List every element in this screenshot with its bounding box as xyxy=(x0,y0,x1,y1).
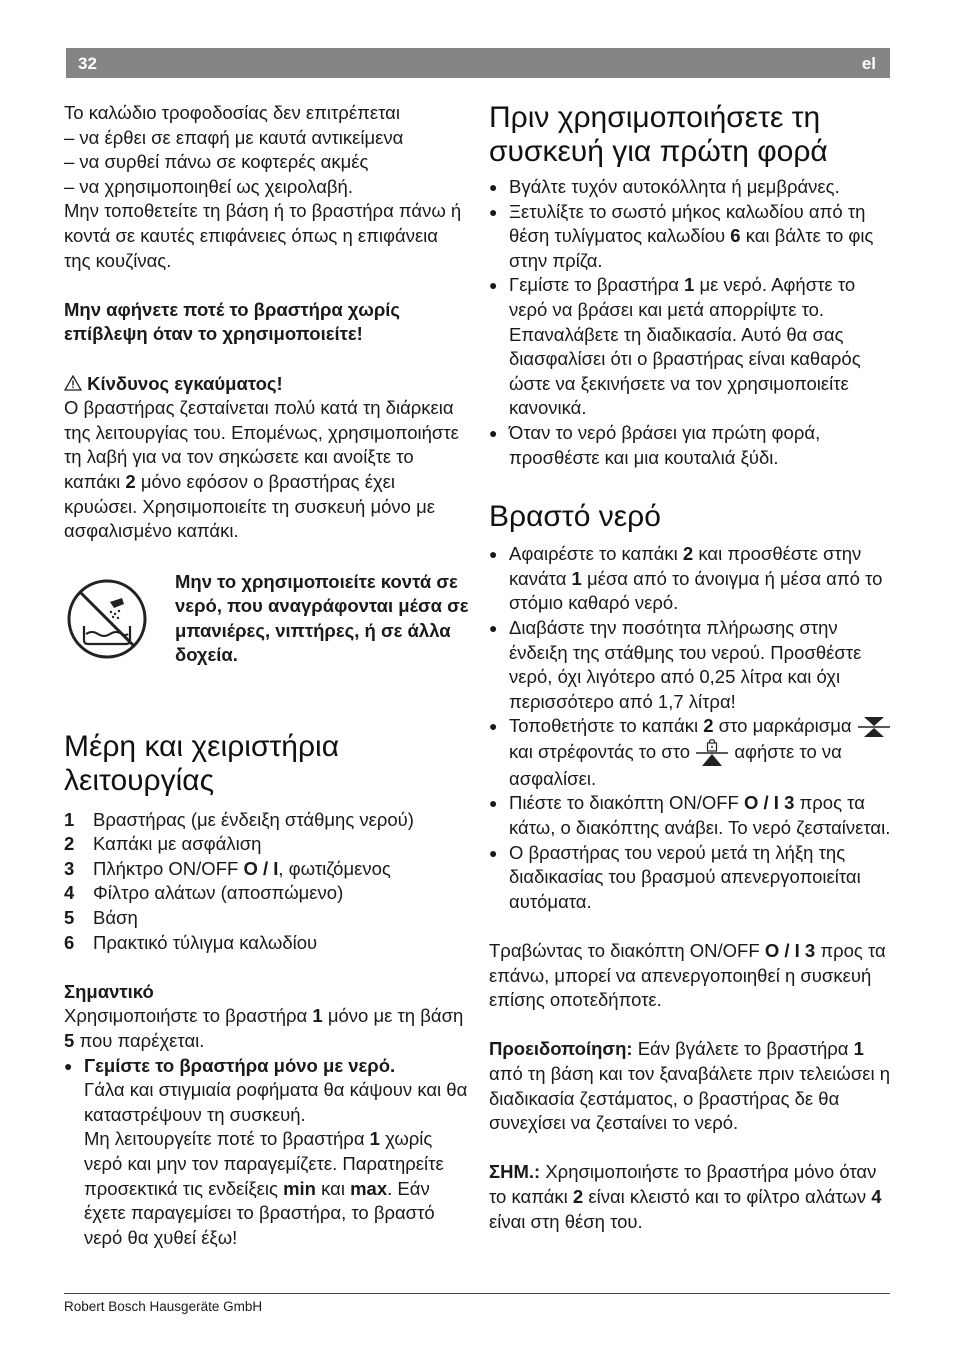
lid-marker-icon xyxy=(857,716,891,738)
switch-off-text: Τραβώντας το διακόπτη ON/OFF O / I 3 προς τα επάνω, μπορεί να απενεργοποιηθεί η συσκευή επίσης οποτεδήποτε. xyxy=(489,940,886,1011)
water-only-item: ● Γεμίστε το βραστήρα μόνο με νερό. Γάλα και στιγμιαία ροφήματα θα κάψουν και θα καταστρέψουν τη συσκευή. Μη λειτουργείτε ποτέ το βραστήρα 1 χωρίς νερό και μην τον παραγεμίζετε. Παρατηρείτε προσεκτικά τις ενδείξεις min και max. Εάν έχετε παραγεμίσει το βραστήρα, το βραστό νερό θα χυθεί έξω! xyxy=(64,1054,469,1251)
caution-text: Προειδοποίηση: Εάν βγάλετε το βραστήρα 1 από τη βάση και τον ξαναβάλετε πριν τελειώσει η διαδικασία ζεστάματος, ο βραστήρας δε θα συνεχίσει να ζεσταίνει το νερό. xyxy=(489,1038,891,1134)
footer-divider xyxy=(64,1293,890,1294)
boil-step: ● Ο βραστήρας του νερού μετά τη λήξη της διαδικασίας του βρασμού απενεργοποιείται αυτόματα. xyxy=(489,841,894,915)
cord-item: – να χρησιμοποιηθεί ως χειρολαβή. xyxy=(64,175,353,197)
page-header xyxy=(66,48,890,78)
left-column xyxy=(64,101,469,1250)
lock-position-icon xyxy=(695,739,729,767)
boil-step: ● Τοποθετήστε το καπάκι 2 στο μαρκάρισμα και στρέφοντάς το στο αφήστε το να ασφαλίσει. xyxy=(489,714,894,791)
supervise-warning: Μην αφήνετε ποτέ το βραστήρα χωρίς επίβλεψη όταν το χρησιμοποιείτε! xyxy=(64,298,401,345)
water-warning-box xyxy=(64,570,469,690)
boil-step: ● Πιέστε το διακόπτη ON/OFF O / I 3 προς τα κάτω, ο διακόπτης ανάβει. Το νερό ζεσταίνεται. xyxy=(489,791,894,840)
cord-item: – να έρθει σε επαφή με καυτά αντικείμενα xyxy=(64,126,404,148)
no-water-bathtub-icon xyxy=(66,578,148,660)
first-use-item: ● Βγάλτε τυχόν αυτοκόλλητα ή μεμβράνες. xyxy=(489,175,894,200)
right-column xyxy=(489,101,894,1234)
parts-list-item: 3 Πλήκτρο ON/OFF O / I, φωτιζόμενος xyxy=(64,857,391,879)
water-warning-text: Μην το χρησιμοποιείτε κοντά σε νερό, που αναγράφονται μέσα σε μπανιέρες, νιπτήρες, ή σε άλλα δοχεία. xyxy=(175,570,469,666)
warning-triangle-icon xyxy=(64,375,82,391)
parts-heading: Μέρη και χειριστήρια λειτουργίας xyxy=(64,729,340,797)
boil-step: ● Διαβάστε την ποσότητα πλήρωσης στην ένδειξη της στάθμης του νερού. Προσθέστε νερό, όχι λιγότερο από 0,25 λίτρα και όχι περισσότερο από 1,7 λίτρα! xyxy=(489,616,894,714)
first-use-item: ● Ξετυλίξτε το σωστό μήκος καλωδίου από τη θέση τυλίγματος καλωδίου 6 και βάλτε το φις στην πρίζα. xyxy=(489,200,894,274)
parts-list-item: 5 Βάση xyxy=(64,907,138,929)
cord-item: – να συρθεί πάνω σε κοφτερές ακμές xyxy=(64,151,369,173)
important-title: Σημαντικό xyxy=(64,980,154,1002)
burn-warning-text: Ο βραστήρας ζεσταίνεται πολύ κατά τη διάρκεια της λειτουργίας του. Επομένως, χρησιμοποιήστε τη λαβή για να τον σηκώσετε και ανοίξτε το καπάκι 2 μόνο εφόσον ο βραστήρας έχει κρυώσει. Χρησιμοποιείτε τη συσκευή μόνο με ασφαλισμένο καπάκι. xyxy=(64,397,459,542)
page-number: 32 xyxy=(78,54,97,73)
language-code: el xyxy=(861,54,876,73)
parts-list-item: 4 Φίλτρο αλάτων (αποσπώμενο) xyxy=(64,882,344,904)
important-text: Χρησιμοποιήστε το βραστήρα 1 μόνο με τη βάση 5 που παρέχεται. xyxy=(64,1005,464,1052)
parts-list-item: 2 Καπάκι με ασφάλιση xyxy=(64,833,262,855)
first-use-heading: Πριν χρησιμοποιήσετε τη συσκευή για πρώτη φορά xyxy=(489,101,828,168)
burn-warning-title: Κίνδυνος εγκαύματος! xyxy=(64,372,469,397)
footer-company: Robert Bosch Hausgeräte GmbH xyxy=(64,1299,263,1314)
first-use-item: ● Γεμίστε το βραστήρα 1 με νερό. Αφήστε το νερό να βράσει και μετά απορρίψτε το. Επαναλάβετε τη διαδικασία. Αυτό θα σας διασφαλίσει ότι ο βραστήρας είναι καθαρός ώστε να ξεκινήσετε να τον χρησιμοποιείτε κανονικά. xyxy=(489,273,894,421)
boil-water-heading: Βραστό νερό xyxy=(489,500,661,534)
base-note: Μην τοποθετείτε τη βάση ή το βραστήρα πάνω ή κοντά σε καυτές επιφάνειες όπως η επιφάνεια της κουζίνας. xyxy=(64,200,462,271)
first-use-item: ● Όταν το νερό βράσει για πρώτη φορά, προσθέστε και μια κουταλιά ξύδι. xyxy=(489,421,894,470)
parts-list-item: 1 Βραστήρας (με ένδειξη στάθμης νερού) xyxy=(64,808,414,830)
cord-intro: Το καλώδιο τροφοδοσίας δεν επιτρέπεται xyxy=(64,102,400,123)
note-text: ΣΗΜ.: Χρησιμοποιήστε το βραστήρα μόνο όταν το καπάκι 2 είναι κλειστό και το φίλτρο αλάτων 4 είναι στη θέση του. xyxy=(489,1161,882,1232)
parts-list-item: 6 Πρακτικό τύλιγμα καλωδίου xyxy=(64,931,318,953)
boil-step: ● Αφαιρέστε το καπάκι 2 και προσθέστε στην κανάτα 1 μέσα από το άνοιγμα ή μέσα από το στόμιο καθαρό νερό. xyxy=(489,542,894,616)
